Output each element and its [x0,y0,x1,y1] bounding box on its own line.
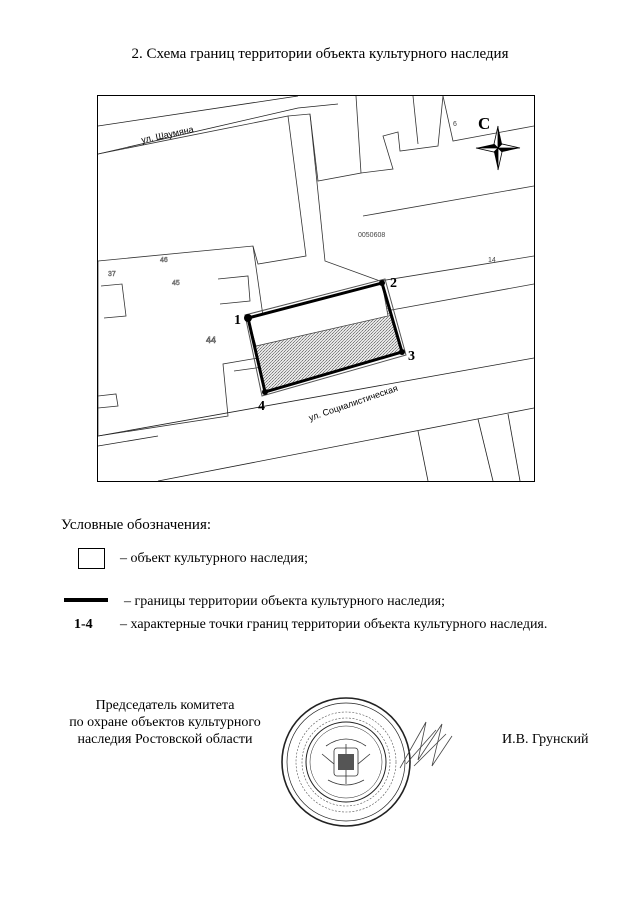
street-lines-top [98,96,338,154]
legend-item-object: – объект культурного наследия; [120,551,308,566]
signatory-position [60,697,270,748]
position-line-1: Председатель комитета [95,698,235,713]
point-1-marker [244,314,252,322]
boundary-map [97,95,535,482]
point-3-marker [399,349,405,355]
map-drawing [98,96,534,481]
legend-item-points: – характерные точки границ территории объекта культурного наследия. [120,617,548,632]
page-title: 2. Схема границ территории объекта культурного наследия [131,46,509,62]
signatory-name: И.В. Грунский [502,732,589,747]
street-label-socialist: ул. Социалистическая [307,383,399,423]
building-number-46: 46 [160,257,168,264]
point-2-label: 2 [390,276,397,291]
compass-north-letter: С [478,114,491,133]
building-number-14: 14 [488,257,496,264]
position-line-2: по охране объектов культурного [69,715,261,730]
legend-symbol-line [64,598,108,602]
position-line-3: наследия Ростовской области [77,732,253,747]
building-number-44: 44 [206,335,217,345]
legend-heading: Условные обозначения: [61,517,212,533]
building-number-37: 37 [108,271,116,278]
building-number-6: 6 [453,121,457,128]
point-3-label: 3 [408,349,415,364]
block-outlines [98,96,534,436]
point-4-label: 4 [258,399,265,414]
building-number-45: 45 [172,280,180,287]
point-2-marker [379,280,385,286]
official-seal [278,694,414,830]
point-1-label: 1 [234,313,241,328]
legend-symbol-points: 1-4 [74,617,93,632]
handwritten-signature [396,716,456,778]
legend-item-boundary: – границы территории объекта культурного наследия; [124,594,445,609]
seal-drawing [278,694,414,830]
street-label-shaumyana: ул. Шаумяна [140,124,195,145]
legend-symbol-box [78,548,105,569]
parcel-id-label: 0050608 [358,232,386,239]
point-4-marker [262,389,268,395]
